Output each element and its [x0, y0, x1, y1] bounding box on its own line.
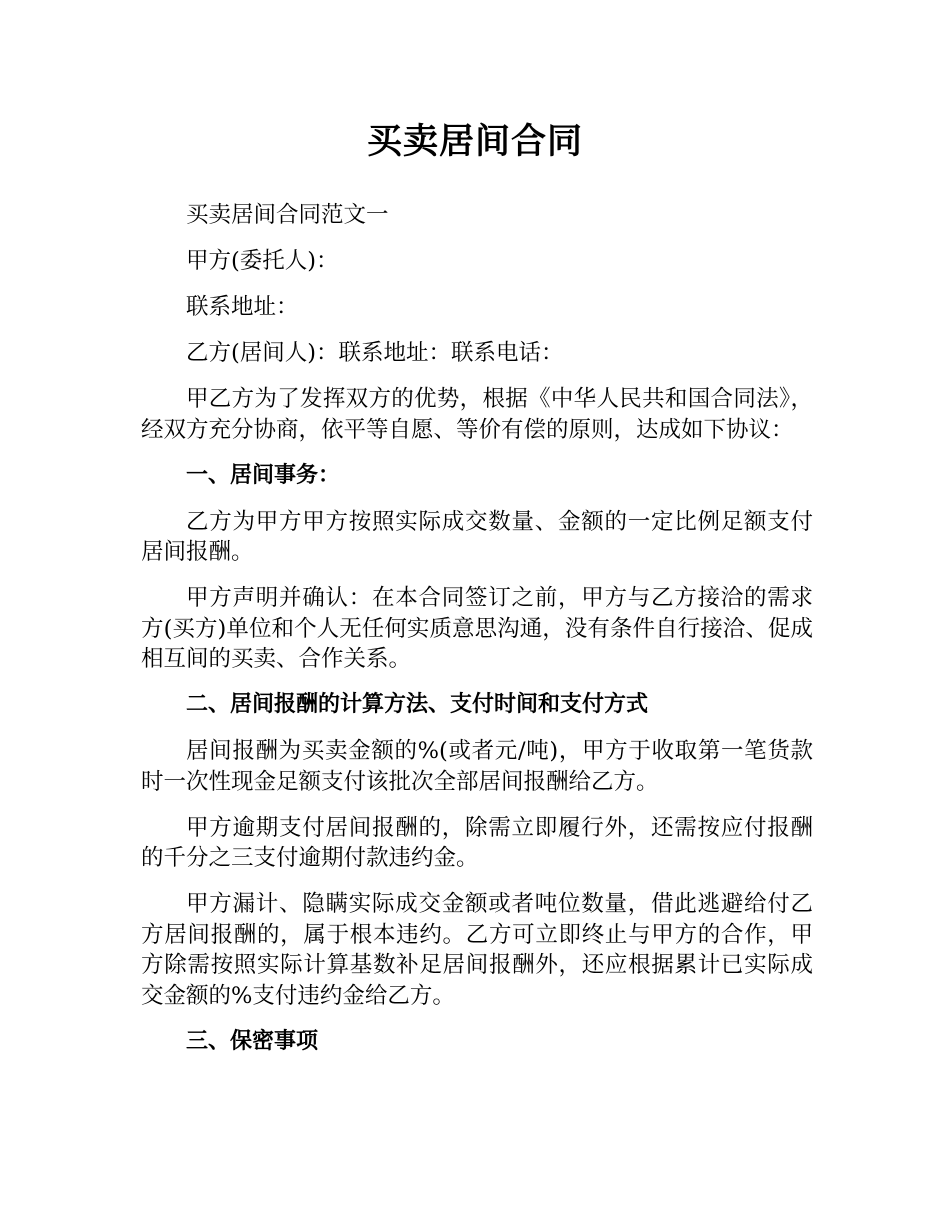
paragraph-preamble: 甲乙方为了发挥双方的优势，根据《中华人民共和国合同法》，经双方充分协商，依平等自愿、等价有偿的原则，达成如下协议：: [141, 386, 813, 443]
document-title: 买卖居间合同: [366, 122, 583, 162]
paragraph-party-a-address: 联系地址：: [186, 294, 299, 320]
paragraph-party-b: 乙方(居间人)：联系地址：联系电话：: [186, 340, 564, 366]
section-heading-2: 二、居间报酬的计算方法、支付时间和支付方式: [186, 692, 649, 717]
paragraph-section-1-b: 甲方声明并确认：在本合同签订之前，甲方与乙方接洽的需求方(买方)单位和个人无任何实质意思沟通，没有条件自行接洽、促成相互间的买卖、合作关系。: [141, 585, 813, 672]
paragraph-template-name: 买卖居间合同范文一: [186, 202, 389, 228]
paragraph-section-2-b: 甲方逾期支付居间报酬的，除需立即履行外，还需按应付报酬的千分之三支付逾期付款违约金。: [141, 814, 813, 871]
paragraph-section-2-c: 甲方漏计、隐瞒实际成交金额或者吨位数量，借此逃避给付乙方居间报酬的，属于根本违约。乙方可立即终止与甲方的合作，甲方除需按照实际计算基数补足居间报酬外，还应根据累计已实际成交金额的%支付违约金给乙方。: [141, 891, 813, 1009]
paragraph-section-2-a: 居间报酬为买卖金额的%(或者元/吨)，甲方于收取第一笔货款时一次性现金足额支付该批次全部居间报酬给乙方。: [141, 738, 813, 795]
paragraph-section-1-a: 乙方为甲方甲方按照实际成交数量、金额的一定比例足额支付居间报酬。: [141, 508, 813, 565]
section-heading-3: 三、保密事项: [186, 1028, 319, 1054]
paragraph-party-a: 甲方(委托人)：: [186, 248, 339, 274]
document-body: [141, 200, 813, 1073]
section-heading-1: 一、居间事务：: [186, 462, 341, 488]
